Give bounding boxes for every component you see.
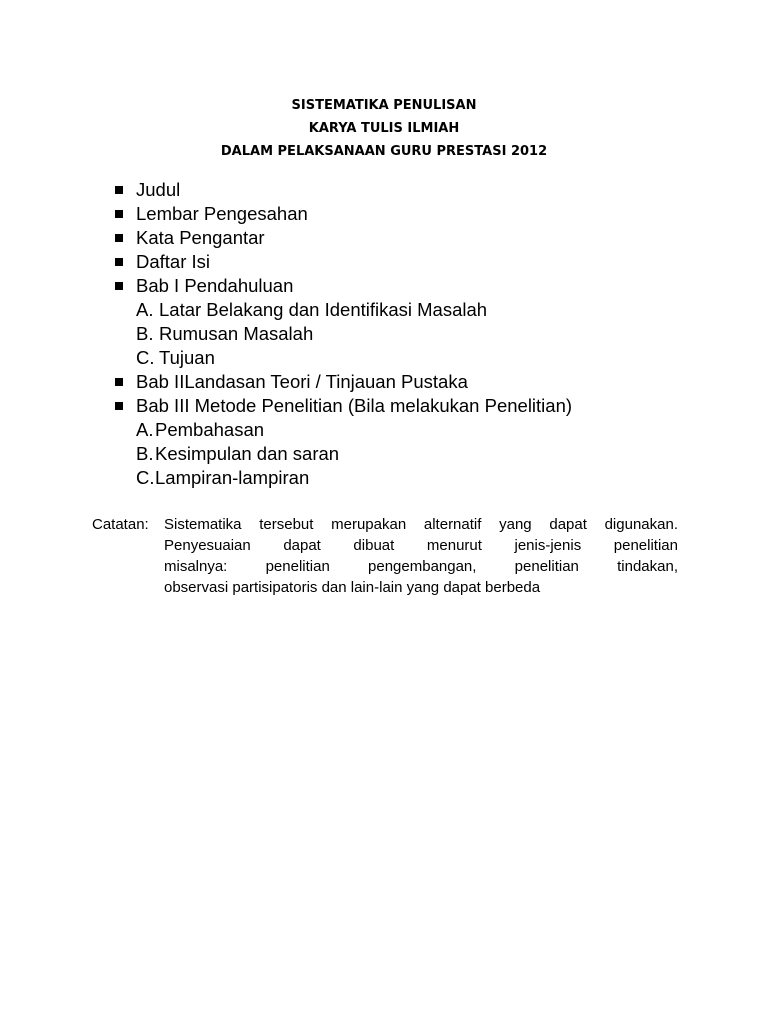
list-item-daftar-isi	[112, 250, 712, 274]
square-bullet-icon	[115, 378, 123, 386]
sub-item-label: Pembahasan	[155, 419, 265, 440]
list-item-bab-2	[112, 370, 712, 394]
note-label: Catatan:	[92, 516, 149, 533]
list-item-lembar-pengesahan	[112, 202, 712, 226]
outline-list	[112, 178, 712, 490]
sub-item-label: Latar Belakang dan Identifikasi Masalah	[159, 299, 488, 320]
title-line-1: SISTEMATIKA PENULISAN	[291, 98, 477, 113]
note-line-1: Sistematika tersebut merupakan alternatif yang dapat digunakan.	[164, 516, 678, 533]
list-item-label: Kata Pengantar	[136, 227, 265, 248]
note-line-3: misalnya: penelitian pengembangan, penelitian tindakan,	[164, 558, 678, 575]
sub-item-letter: C.	[136, 467, 155, 488]
list-item-label: Bab III Metode Penelitian (Bila melakukan Penelitian)	[136, 395, 573, 416]
sub-item-bab-3-c	[112, 466, 712, 490]
sub-item-bab-3-a	[112, 418, 712, 442]
sub-item-label: Rumusan Masalah	[159, 323, 314, 344]
sub-item-letter: A.	[136, 299, 154, 320]
sub-item-bab-1-a	[112, 298, 712, 322]
sub-item-letter: A.	[136, 419, 154, 440]
note-line-2: Penyesuaian dapat dibuat menurut jenis-jenis penelitian	[164, 537, 678, 554]
document-title	[0, 94, 768, 163]
title-line-2: KARYA TULIS ILMIAH	[308, 121, 460, 136]
list-item-label: Daftar Isi	[136, 251, 211, 272]
square-bullet-icon	[115, 234, 123, 242]
list-item-bab-1	[112, 274, 712, 298]
square-bullet-icon	[115, 186, 123, 194]
sub-item-bab-3-b	[112, 442, 712, 466]
square-bullet-icon	[115, 402, 123, 410]
list-item-label: Bab IILandasan Teori / Tinjauan Pustaka	[136, 371, 468, 392]
square-bullet-icon	[115, 210, 123, 218]
sub-item-letter: B.	[136, 323, 154, 344]
sub-item-letter: C.	[136, 347, 155, 368]
sub-item-label: Lampiran-lampiran	[155, 467, 310, 488]
note-body	[164, 514, 678, 598]
list-item-label: Lembar Pengesahan	[136, 203, 308, 224]
sub-item-label: Kesimpulan dan saran	[155, 443, 340, 464]
list-item-judul	[112, 178, 712, 202]
title-line-3: DALAM PELAKSANAAN GURU PRESTASI 2012	[220, 144, 548, 159]
square-bullet-icon	[115, 258, 123, 266]
list-item-label: Bab I Pendahuluan	[136, 275, 294, 296]
note-line-4: observasi partisipatoris dan lain-lain yang dapat berbeda	[164, 579, 541, 596]
sub-item-bab-1-c	[112, 346, 712, 370]
list-item-kata-pengantar	[112, 226, 712, 250]
sub-item-bab-1-b	[112, 322, 712, 346]
sub-item-letter: B.	[136, 443, 154, 464]
list-item-label: Judul	[136, 179, 181, 200]
sub-item-label: Tujuan	[159, 347, 215, 368]
square-bullet-icon	[115, 282, 123, 290]
list-item-bab-3	[112, 394, 712, 418]
